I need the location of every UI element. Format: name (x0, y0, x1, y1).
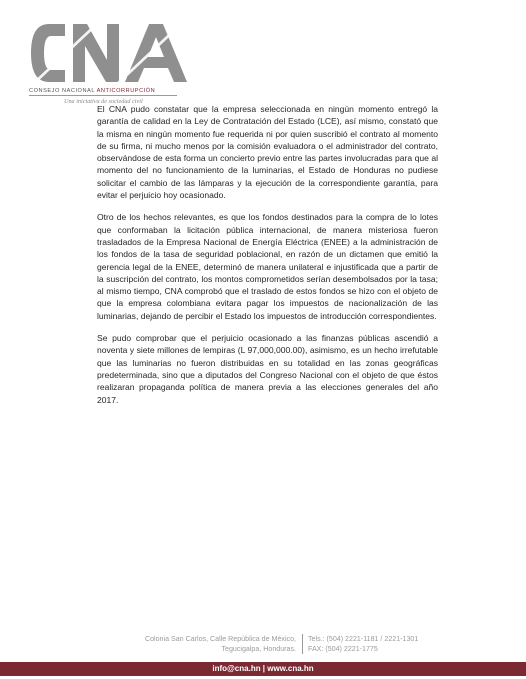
fax-line: FAX: (504) 2221-1775 (308, 645, 378, 653)
paragraph: Se pudo comprobar que el perjuicio ocasionado a las finanzas públicas ascendió a noventa y siete millones de lempiras (L 97,000,000.00), asimismo, es un hecho irrefutable que las luminarias no fueron distribuidas en su totalidad en las zonas geográficas predeterminada, sino que a diputados del Congreso Nacional con el objeto de que éstos realizaran propaganda política de manera previa a las elecciones generales del año 2017. (97, 333, 438, 405)
footer-divider (302, 634, 303, 654)
cna-logo (29, 20, 209, 86)
address-line: Tegucigalpa, Honduras. (221, 645, 296, 653)
footer-phones (308, 634, 468, 654)
cna-logo-mark (29, 20, 209, 86)
org-name-part2: ANTICORRUPCIÓN (96, 88, 156, 94)
logo-tagline: Una iniciativa de sociedad civil (64, 98, 143, 105)
contact-links[interactable]: info@cna.hn | www.cna.hn (212, 664, 314, 673)
org-name-part1: CONSEJO NACIONAL (29, 88, 95, 94)
org-name (29, 88, 155, 94)
paragraph: Otro de los hechos relevantes, es que los fondos destinados para la compra de lo lotes que conformaban la licitación pública internacional, de manera misteriosa fueron trasladados de la Empresa Nacional de Energía Eléctrica (ENEE) a la administración de los fondos de la tasa de seguridad poblacional, en razón de un dictamen que emitió la gerencia legal de la ENEE, determinó de manera unilateral e injustificada que a partir de la suscripción del contrato, los montos comprometidos serían desembolsados por la tasa; al mismo tiempo, CNA comprobó que el traslado de estos fondos se hizo con el objeto de que la empresa colombiana evitara pagar los impuestos de nacionalización de las luminarias, dejando de percibir el Estado los impuestos de introducción correspondientes. (97, 212, 438, 321)
logo-divider (29, 95, 177, 96)
address-line: Colonia San Carlos, Calle República de México, (144, 635, 296, 643)
letter-body (97, 103, 438, 416)
phone-line: Tels.: (504) 2221-1181 / 2221-1301 (308, 635, 419, 643)
footer-contact-bar (0, 662, 526, 676)
footer-address (96, 634, 296, 654)
paragraph: El CNA pudo constatar que la empresa seleccionada en ningún momento entregó la garantía de calidad en la Ley de Contratación del Estado (LCE), así mismo, constató que la misma en ningún momento fue requerida ni por quien suscribió el contrato al momento de su firma, ni mucho menos por la comisión evaluadora o el administrador del contrato, observándose de esta forma un concierto previo entre las partes involucradas para que al momento del no funcionamiento de la luminarias, el Estado de Honduras no pudiese solicitar el cambio de las lámparas y la ejecución de la correspondiente garantía, para evitar el perjuicio hoy ocasionado. (97, 104, 438, 201)
